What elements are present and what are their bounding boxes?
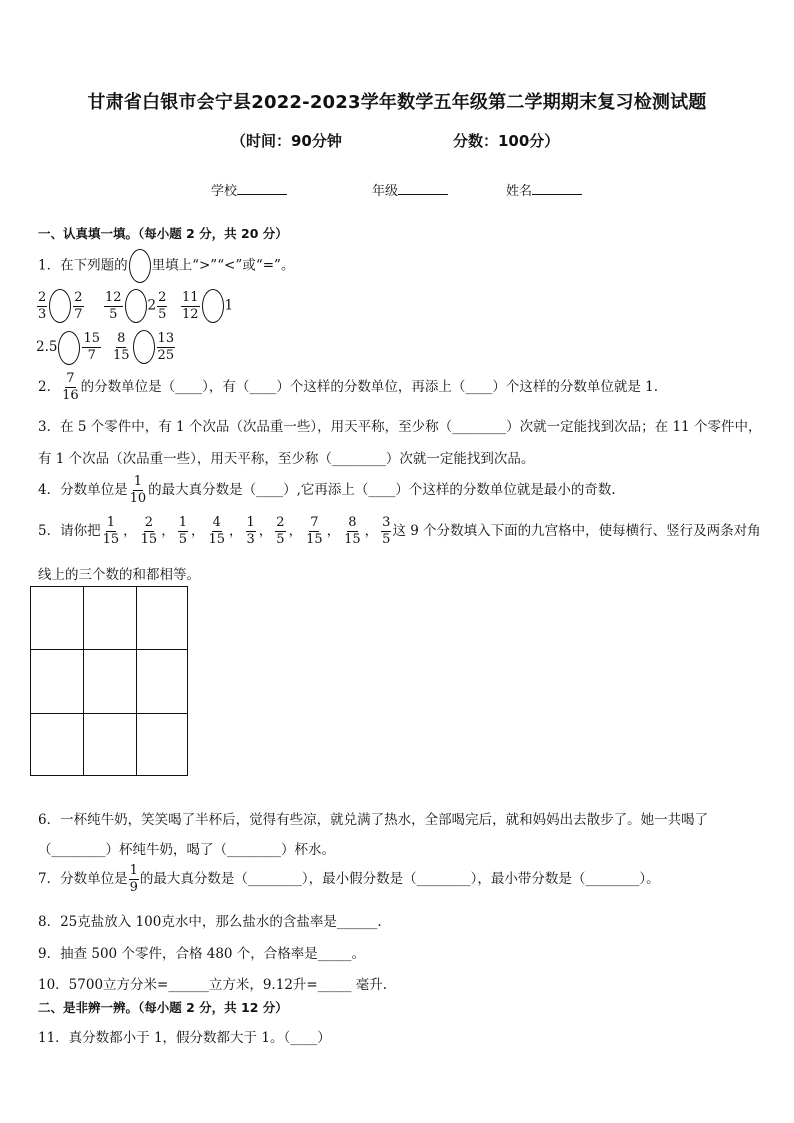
q1-item-3[interactable]: $\frac{11}{12}$ 1 bbox=[182, 289, 234, 322]
school-field[interactable] bbox=[211, 180, 287, 199]
name-label: 姓名 bbox=[506, 184, 533, 199]
name-field[interactable] bbox=[506, 180, 582, 199]
q1-item-5[interactable]: $\frac{8}{15}$ $\frac{13}{25}$ bbox=[113, 330, 175, 363]
question-6-line-1: 6．一杯纯牛奶，笑笑喝了半杯后，觉得有些凉，就兑满了热水，全部喝完后，就和妈妈出去散步了。她一共喝了 bbox=[38, 812, 709, 828]
question-5-line-2: 线上的三个数的和都相等。 bbox=[38, 567, 200, 583]
question-10: 10．5700立方分米=______立方米，9.12升=_____ 毫升. bbox=[38, 977, 388, 993]
question-3-line-1: 3．在 5 个零件中，有 1 个次品（次品重一些），用天平称，至少称（________）次就一定能找到次品；在 11 个零件中， bbox=[38, 419, 762, 435]
section-2-heading: 二、是非辨一辨。（每小题 2 分，共 12 分） bbox=[38, 1000, 288, 1015]
magic-square-grid[interactable] bbox=[30, 586, 188, 776]
question-2: 2． $\frac{7}{16}$ 的分数单位是（____），有（____）个这样的分数单位，再添上（____）个这样的分数单位就是 1. bbox=[38, 371, 659, 403]
grade-label: 年级 bbox=[372, 184, 399, 199]
exam-time: （时间：90分钟 bbox=[231, 132, 342, 150]
question-7: 7．分数单位是 $\frac{1}{9}$ 的最大真分数是（________），最小假分数是（________），最小带分数是（________）。 bbox=[38, 863, 660, 895]
page-title: 甘肃省白银市会宁县2022-2023学年数学五年级第二学期期末复习检测试题 bbox=[87, 92, 707, 113]
question-3-line-2: 有 1 个次品（次品重一些），用天平称，至少称（________）次就一定能找到次品。 bbox=[38, 451, 535, 467]
grade-field[interactable] bbox=[372, 180, 448, 199]
q1-item-1[interactable]: $\frac{2}{3}$ $\frac{2}{7}$ bbox=[38, 289, 83, 322]
q1-item-4[interactable]: 2.5 $\frac{15}{7}$ bbox=[36, 331, 101, 363]
q1-item-2[interactable]: $\frac{12}{5}$ 2 $\frac{2}{5}$ bbox=[105, 289, 167, 322]
question-5: 5．请你把 $\frac{1}{15}$ ， $\frac{2}{15}$ ， $\frac{1}{5}$ ， $\frac{4}{15}$ ， $\frac{1}{3}$ ， $\frac{2}{5}$ ， $\frac{7}{15}$ ， $\frac{8}{15}$ ， $\frac{3}{5}$ 这 9 个分数填入下面的九宫格中，使每横行、竖行及两条对角 bbox=[38, 515, 761, 547]
blank-oval bbox=[129, 249, 151, 283]
school-label: 学校 bbox=[211, 184, 238, 199]
section-1-heading: 一、认真填一填。（每小题 2 分，共 20 分） bbox=[38, 226, 288, 241]
question-4: 4．分数单位是 $\frac{1}{10}$ 的最大真分数是（____）,它再添上（____）个这样的分数单位就是最小的奇数. bbox=[38, 474, 616, 506]
question-8: 8．25克盐放入 100克水中，那么盐水的含盐率是______. bbox=[38, 914, 382, 930]
question-6-line-2: （________）杯纯牛奶，喝了（________）杯水。 bbox=[38, 842, 335, 858]
question-11: 11．真分数都小于 1，假分数都大于 1。（____） bbox=[38, 1030, 331, 1046]
question-9: 9．抽查 500 个零件，合格 480 个，合格率是_____。 bbox=[38, 946, 366, 962]
question-1: 1．在下列题的 里填上“>”“<”或“=”。 bbox=[38, 249, 294, 283]
exam-score: 分数：100分） bbox=[453, 132, 560, 150]
